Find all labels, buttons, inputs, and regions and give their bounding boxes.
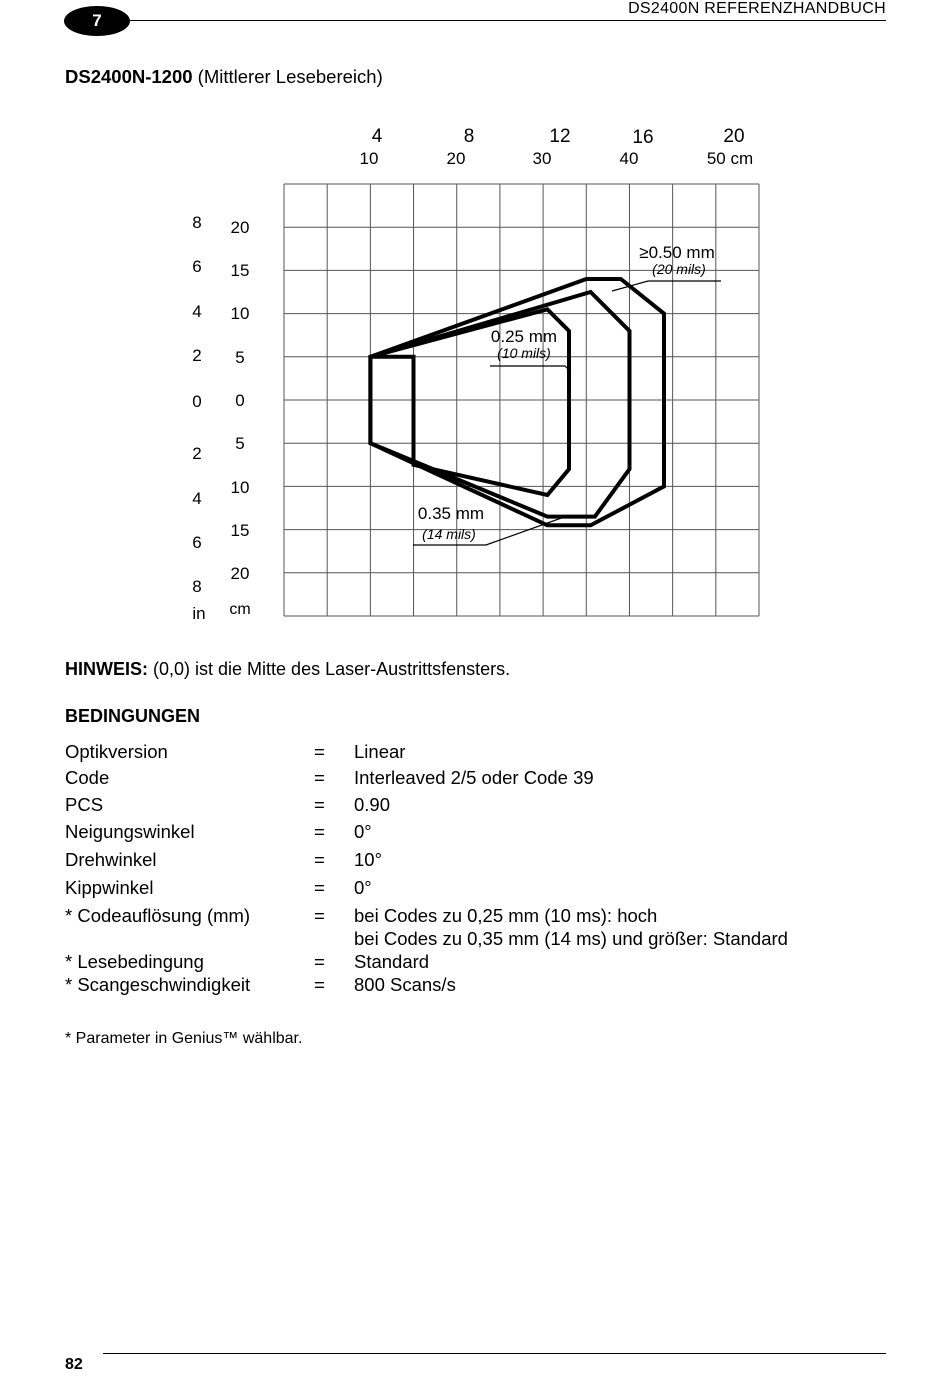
y-tick-inch: 4	[192, 489, 202, 508]
y-tick-cm: 15	[230, 261, 250, 280]
conditions-heading: BEDINGUNGEN	[65, 706, 201, 726]
y-tick-inch: 8	[192, 577, 202, 596]
condition-eq: =	[314, 974, 325, 995]
note-label: HINWEIS:	[65, 659, 148, 679]
y-tick-inch: 2	[192, 346, 202, 365]
y-tick-inch: 6	[192, 257, 202, 276]
reading-zone-chart	[0, 0, 950, 640]
y-tick-cm: 5	[235, 434, 245, 453]
condition-eq: =	[314, 849, 325, 870]
x-tick-cm: 10	[359, 149, 379, 168]
condition-value: bei Codes zu 0,25 mm (10 ms): hoch	[354, 905, 658, 926]
model-name: DS2400N-1200	[65, 66, 193, 87]
x-tick-cm: 50 cm	[706, 149, 754, 168]
y-tick-cm: 10	[230, 478, 250, 497]
y-unit-inch: in	[192, 604, 206, 623]
x-tick-cm: 30	[532, 149, 552, 168]
x-tick-cm: 20	[446, 149, 466, 168]
x-tick-inch: 20	[723, 126, 745, 147]
y-tick-inch: 8	[192, 213, 202, 232]
footnote: * Parameter in Genius™ wählbar.	[65, 1030, 303, 1047]
condition-label: Code	[65, 767, 110, 788]
condition-value: Linear	[354, 741, 406, 762]
zone-label-resolution: 0.35 mm	[417, 504, 485, 523]
y-tick-cm: 15	[230, 521, 250, 540]
x-tick-cm: 40	[619, 149, 639, 168]
condition-eq: =	[314, 951, 325, 972]
condition-label: PCS	[65, 794, 104, 815]
condition-eq: =	[314, 877, 325, 898]
condition-label: * Codeauflösung (mm)	[65, 905, 251, 926]
x-tick-inch: 4	[371, 126, 383, 147]
condition-eq: =	[314, 767, 325, 788]
x-tick-inch: 12	[549, 126, 571, 147]
model-subtitle: (Mittlerer Lesebereich)	[197, 66, 383, 87]
y-tick-inch: 6	[192, 533, 202, 552]
note	[65, 659, 510, 680]
condition-label: Optikversion	[65, 741, 168, 762]
condition-value: Interleaved 2/5 oder Code 39	[354, 767, 594, 788]
y-tick-cm: 20	[230, 564, 250, 583]
zone-label-resolution: 0.25 mm	[490, 327, 558, 346]
y-tick-cm: 10	[230, 304, 250, 323]
condition-value: 800 Scans/s	[354, 974, 456, 995]
condition-label: * Scangeschwindigkeit	[65, 974, 251, 995]
condition-value: 0°	[354, 821, 372, 842]
condition-value: bei Codes zu 0,35 mm (14 ms) und größer: Standard	[354, 928, 788, 949]
condition-label: * Lesebedingung	[65, 951, 204, 972]
header-title: DS2400N REFERENZHANDBUCH	[628, 0, 886, 17]
zone-leader-line	[490, 366, 571, 372]
condition-value: 0°	[354, 877, 372, 898]
y-tick-cm: 0	[235, 391, 245, 410]
condition-eq: =	[314, 794, 325, 815]
zone-label-mils: (14 mils)	[422, 526, 476, 542]
zone-label-mils: (10 mils)	[497, 345, 551, 361]
footer-rule	[103, 1353, 886, 1354]
y-tick-cm: 5	[235, 348, 245, 367]
y-unit-cm: cm	[229, 601, 251, 618]
condition-eq: =	[314, 741, 325, 762]
x-tick-inch: 8	[463, 126, 475, 147]
x-tick-inch: 16	[632, 127, 654, 148]
chapter-badge: 7	[64, 6, 130, 36]
condition-eq: =	[314, 905, 325, 926]
y-tick-cm: 20	[230, 218, 250, 237]
condition-label: Kippwinkel	[65, 877, 154, 898]
condition-value: Standard	[354, 951, 430, 972]
y-tick-inch: 0	[192, 392, 202, 411]
condition-label: Drehwinkel	[65, 849, 157, 870]
condition-label: Neigungswinkel	[65, 821, 195, 842]
y-tick-inch: 4	[192, 302, 202, 321]
condition-value: 0.90	[354, 794, 391, 815]
zone-label-mils: (20 mils)	[652, 261, 706, 277]
page-number: 82	[65, 1356, 83, 1373]
y-tick-inch: 2	[192, 444, 202, 463]
note-text: (0,0) ist die Mitte des Laser-Austrittsfensters.	[153, 659, 511, 679]
condition-value: 10°	[354, 849, 382, 870]
zone-label-resolution: ≥0.50 mm	[639, 243, 715, 262]
condition-eq: =	[314, 821, 325, 842]
